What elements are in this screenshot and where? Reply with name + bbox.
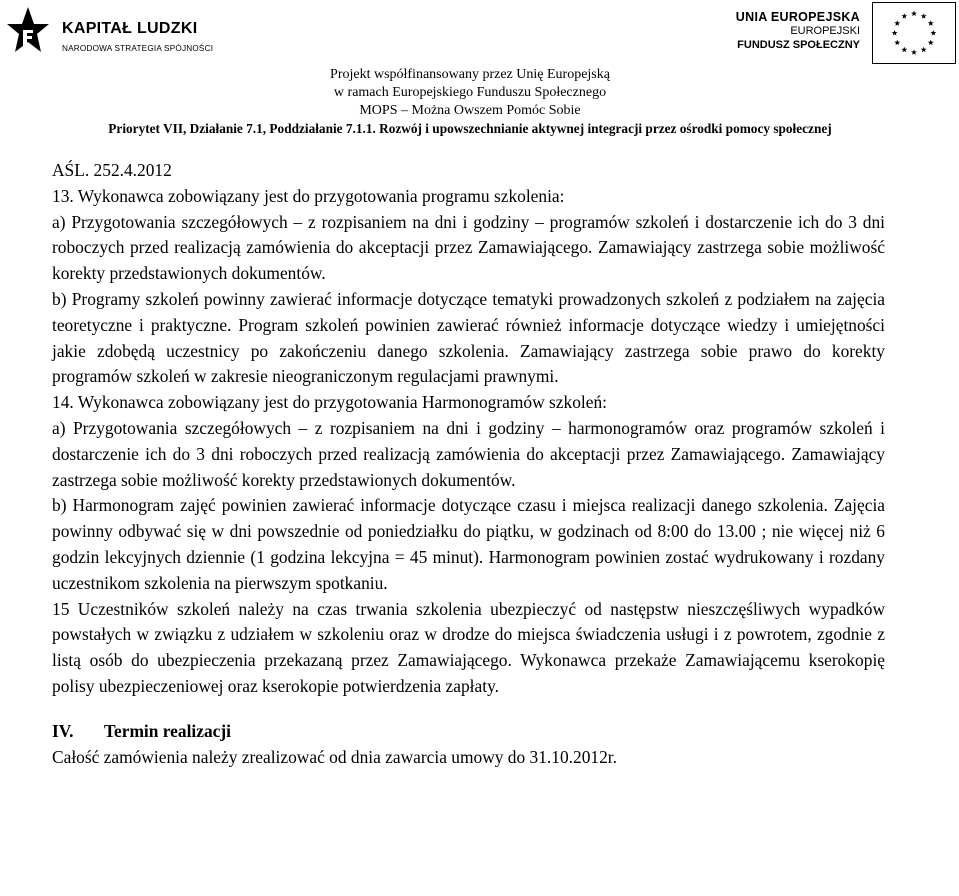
eu-star — [928, 40, 934, 46]
eu-logo-line1: UNIA EUROPEJSKA — [735, 10, 860, 24]
eu-logo-text — [736, 10, 860, 52]
kl-logo-subtitle: NARODOWA STRATEGIA SPÓJNOŚCI — [62, 44, 214, 53]
eu-flag-stars-icon — [872, 2, 956, 64]
eu-star — [921, 13, 927, 19]
eu-star — [930, 30, 936, 36]
eu-star — [901, 47, 907, 53]
kl-logo-title: KAPITAŁ LUDZKI — [62, 20, 198, 37]
eu-star — [911, 11, 917, 17]
eu-logo-line2: EUROPEJSKI — [790, 25, 860, 37]
document-reference: AŚL. 252.4.2012 — [52, 160, 172, 180]
item-14-b: b) Harmonogram zajęć powinien zawierać informacje dotyczące czasu i miejsca realizacji danego szkolenia. Zajęcia powinny odbywać się w dni powszednie od poniedziałku do piątku, w godzinach od 8:00 do 13.00 ; nie więcej niż 6 godzin lekcyjnych dziennie (1 godzina lekcyjna = 45 minut). Harmonogram powinien zostać wydrukowany i rozdany uczestnikom szkolenia na pierwszym spotkaniu. — [52, 495, 885, 593]
item-14-intro: 14. Wykonawca zobowiązany jest do przygotowania Harmonogramów szkoleń: — [52, 392, 607, 413]
eu-logo — [735, 2, 958, 66]
completion-statement: Całość zamówienia należy zrealizować od dnia zawarcia umowy do 31.10.2012r. — [52, 746, 617, 767]
project-info — [0, 66, 940, 138]
item-15: 15 Uczestników szkoleń należy na czas trwania szkolenia ubezpieczyć od następstw nieszczęśliwych wypadków powstałych w związku z udziałem w szkoleniu oraz w drodze do miejsca świadczenia usługi i z powrotem, zgodnie z listą osób do ubezpieczenia przekazaną przez Zamawiającego. Wykonawca przekaże Zamawiającemu kserokopię polisy ubezpieczeniowej oraz kserokopie potwierdzenia zapłaty. — [52, 598, 885, 696]
eu-star — [921, 47, 927, 53]
item-14-a: a) Przygotowania szczegółowych – z rozpisaniem na dni i godziny – harmonogramów oraz programów szkoleń i dostarczenie ich do 3 dni roboczych przed realizacją zamówienia do akceptacji przez Zamawiającego. Zamawiający zastrzega sobie możliwość korekty przedstawionych dokumentów. — [52, 417, 885, 490]
eu-star — [928, 20, 934, 26]
kapital-ludzki-mark-icon — [6, 6, 50, 58]
document-header — [0, 0, 959, 136]
item-13-intro: 13. Wykonawca zobowiązany jest do przygotowania programu szkolenia: — [52, 185, 565, 206]
eu-star — [911, 49, 917, 55]
eu-star — [894, 40, 900, 46]
kapital-ludzki-logo — [6, 6, 221, 58]
project-line-3: MOPS – Można Owszem Pomóc Sobie — [359, 103, 581, 118]
eu-star — [892, 30, 898, 36]
section-number: IV. — [52, 720, 74, 741]
document-body — [52, 158, 885, 770]
eu-star — [894, 20, 900, 26]
item-13-a: a) Przygotowania szczegółowych – z rozpisaniem na dni i godziny – programów szkoleń i dostarczenie ich do 3 dni roboczych przed realizacją zamówienia do akceptacji przez Zamawiającego. Zamawiający zastrzega sobie możliwość korekty przedstawionych dokumentów. — [52, 211, 885, 284]
section-heading — [52, 719, 885, 745]
project-line-1: Projekt współfinansowany przez Unię Europejską — [330, 67, 610, 82]
eu-logo-line3: FUNDUSZ SPOŁECZNY — [737, 39, 860, 51]
item-13-b: b) Programy szkoleń powinny zawierać informacje dotyczące tematyki prowadzonych szkoleń z podziałem na zajęcia teoretyczne i praktyczne. Program szkoleń powinien zawierać również informacje dotyczące wiedzy i umiejętności jakie zdobędą uczestnicy po zakończeniu danego szkolenia. Zamawiający zastrzega sobie prawo do korekty programów szkoleń w zakresie nieograniczonym regulacjami prawnymi. — [52, 288, 885, 387]
section-title: Termin realizacji — [104, 720, 232, 741]
project-priority-line: Priorytet VII, Działanie 7.1, Poddziałanie 7.1.1. Rozwój i upowszechnianie aktywnej integracji przez ośrodki pomocy społecznej — [108, 121, 832, 136]
eu-star — [901, 13, 907, 19]
project-line-2: w ramach Europejskiego Funduszu Społecznego — [333, 85, 607, 100]
